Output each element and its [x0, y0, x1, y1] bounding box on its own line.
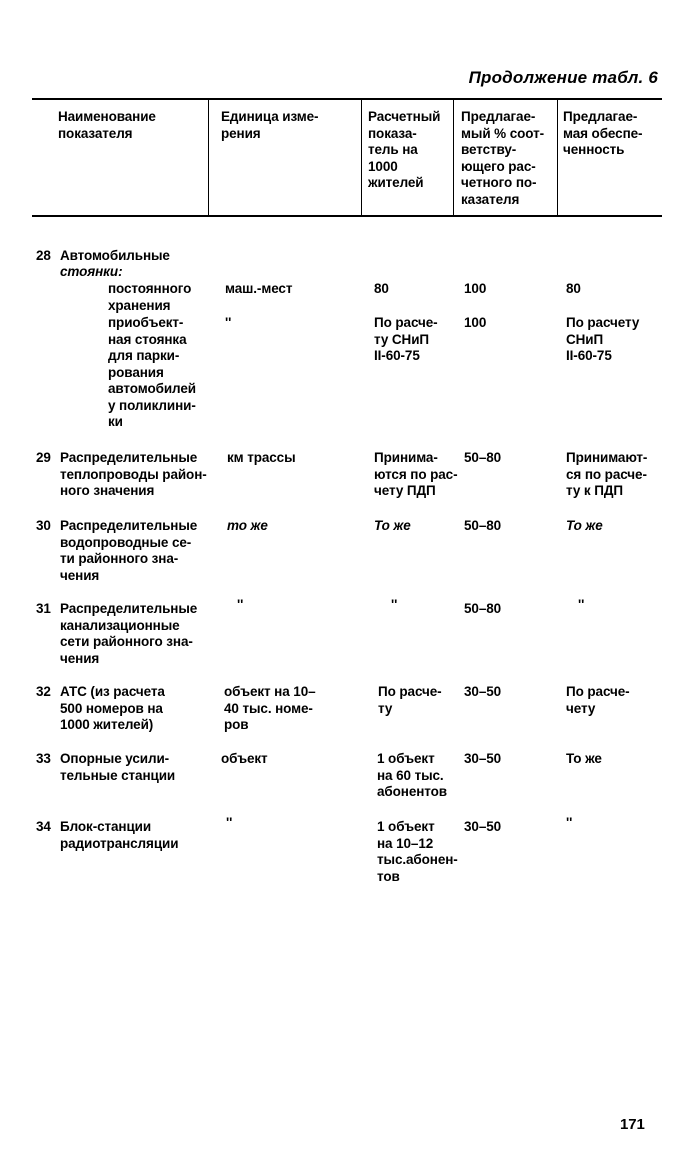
- row-name: Автомобильные: [60, 248, 170, 263]
- row-supply: По расчету СНиП II-60-75: [566, 315, 640, 363]
- row-name: Распределительные теплопроводы район- ного значения: [60, 450, 207, 498]
- row-percent: 100: [464, 315, 487, 330]
- row-number: 28: [36, 248, 51, 263]
- row-calc: 80: [374, 281, 389, 296]
- row-supply: По расче- чету: [566, 684, 630, 716]
- row-name: Опорные усили- тельные станции: [60, 751, 176, 783]
- row-unit: км трассы: [227, 450, 296, 465]
- row-name: Блок-станции радиотрансляции: [60, 819, 179, 851]
- row-supply: 80: [566, 281, 581, 296]
- row-name: Распределительные канализационные сети районного зна- чения: [60, 601, 198, 666]
- page-number: 171: [620, 1116, 645, 1133]
- column-header-name: Наименование показателя: [58, 109, 156, 141]
- row-unit: маш.-мест: [225, 281, 293, 296]
- header-divider: [208, 99, 209, 216]
- column-header-supply: Предлагае- мая обеспе- ченность: [563, 109, 643, 157]
- row-supply: Принимают- ся по расче- ту к ПДП: [566, 450, 648, 498]
- table-caption: Продолжение табл. 6: [468, 68, 658, 87]
- row-unit: объект на 10– 40 тыс. номе- ров: [224, 684, 316, 732]
- header-divider: [453, 99, 454, 216]
- row-percent: 50–80: [464, 601, 502, 616]
- row-supply: То же: [566, 751, 602, 766]
- row-calc: 1 объект на 10–12 тыс.абонен- тов: [377, 819, 458, 884]
- column-header-unit: Единица изме- рения: [221, 109, 319, 141]
- row-name: АТС (из расчета 500 номеров на 1000 жителей): [60, 684, 165, 732]
- header-top-rule: [32, 98, 662, 100]
- subrow-name: постоянного хранения: [108, 281, 192, 313]
- row-supply: '': [566, 815, 573, 830]
- header-divider: [557, 99, 558, 216]
- row-calc: 1 объект на 60 тыс. абонентов: [377, 751, 447, 799]
- row-supply: '': [578, 597, 585, 612]
- subrow-name: приобъект- ная стоянка для парки- рования автомобилей у поликлини- ки: [108, 315, 196, 429]
- header-bottom-rule: [32, 215, 662, 217]
- header-divider: [361, 99, 362, 216]
- column-header-calc: Расчетный показа- тель на 1000 жителей: [368, 109, 441, 190]
- row-unit: '': [225, 315, 232, 330]
- row-percent: 30–50: [464, 684, 502, 699]
- row-unit: объект: [221, 751, 268, 766]
- row-unit: то же: [227, 518, 268, 533]
- row-name: Распределительные водопроводные се- ти районного зна- чения: [60, 518, 198, 583]
- row-percent: 30–50: [464, 751, 502, 766]
- row-calc: Принима- ются по рас- чету ПДП: [374, 450, 458, 498]
- row-supply: То же: [566, 518, 603, 533]
- column-header-percent: Предлагае- мый % соот- ветству- ющего рас- четного по- казателя: [461, 109, 544, 207]
- row-percent: 100: [464, 281, 487, 296]
- row-calc: '': [391, 597, 398, 612]
- row-unit: '': [237, 597, 244, 612]
- row-unit: '': [226, 815, 233, 830]
- row-name-italic: стоянки:: [60, 264, 123, 279]
- row-number: 30: [36, 518, 51, 533]
- row-percent: 30–50: [464, 819, 502, 834]
- row-number: 34: [36, 819, 51, 834]
- row-calc: По расче- ту: [378, 684, 442, 716]
- row-calc: То же: [374, 518, 411, 533]
- row-number: 32: [36, 684, 51, 699]
- row-number: 33: [36, 751, 51, 766]
- row-number: 29: [36, 450, 51, 465]
- row-percent: 50–80: [464, 518, 502, 533]
- row-number: 31: [36, 601, 51, 616]
- row-percent: 50–80: [464, 450, 502, 465]
- row-calc: По расче- ту СНиП II-60-75: [374, 315, 438, 363]
